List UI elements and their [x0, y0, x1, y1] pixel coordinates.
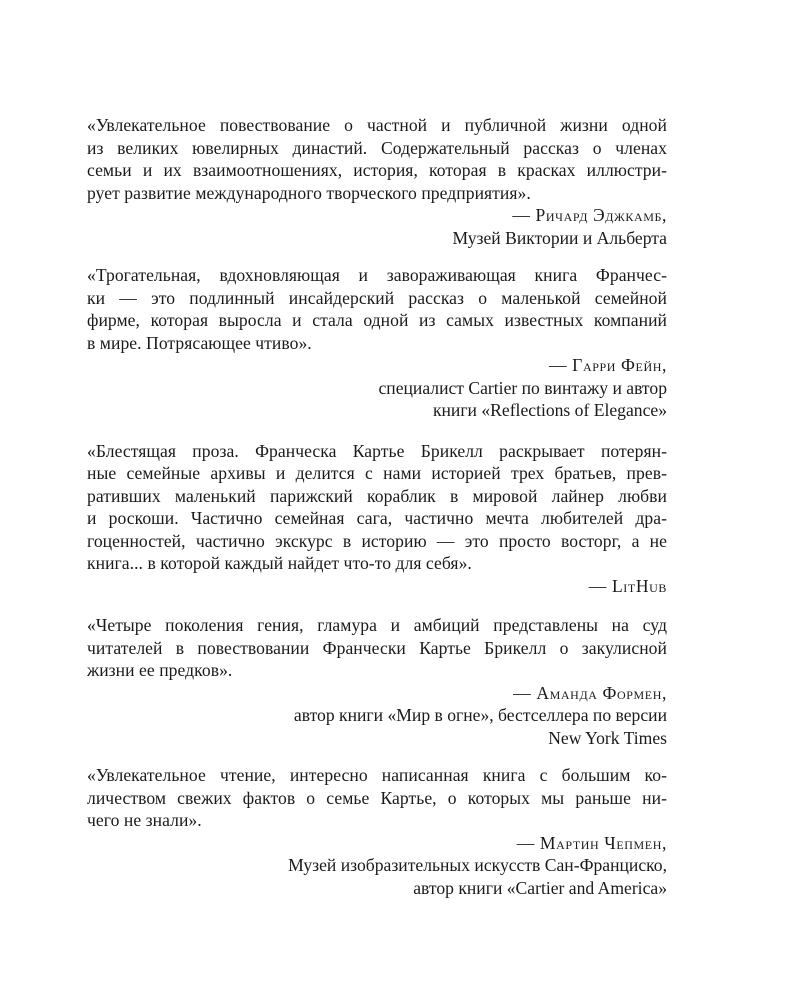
- quote-line: «Увлекательное чтение, интересно написанная книга с большим ко-: [87, 765, 667, 785]
- quote-line: семьи и их взаимоотношениях, история, которая в красках иллюстри-: [87, 160, 667, 180]
- quote-line: рует развитие международного творческого предприятия».: [87, 182, 531, 203]
- review-attribution: [87, 575, 667, 598]
- review-quote: [87, 764, 667, 832]
- review-author: — Гарри Фейн,: [548, 355, 667, 375]
- review-author-detail: книги «Reflections of Elegance»: [432, 400, 667, 420]
- review-author: — Ричард Эджкамб,: [512, 205, 667, 225]
- review-attribution: [87, 682, 667, 750]
- quote-line: и роскоши. Частично семейная сага, частично мечта любителей дра-: [87, 508, 667, 528]
- review-author-detail: Музей Виктории и Альберта: [452, 227, 667, 248]
- quote-line: ративших маленький парижский кораблик в мировой лайнер любви: [87, 485, 667, 506]
- quote-line: ки — это подлинный инсайдерский рассказ о маленькой семейной: [87, 287, 667, 308]
- quote-line: личеством свежих фактов о семье Картье, о которых мы раньше ни-: [87, 787, 667, 808]
- review-quote: [87, 440, 667, 575]
- review-author: — Аманда Формен,: [513, 682, 667, 703]
- review-author-detail: Музей изобразительных искусств Сан-Франциско,: [288, 855, 667, 875]
- review-author-detail: специалист Cartier по винтажу и автор: [378, 377, 667, 398]
- quote-line: читателей в повествовании Франчески Картье Брикелл о закулисной: [87, 637, 667, 658]
- quote-line: в мире. Потрясающее чтиво».: [87, 332, 312, 353]
- review-2: [87, 264, 667, 422]
- quote-line: «Четыре поколения гения, гламура и амбиций представлены на суд: [87, 615, 667, 635]
- quote-line: книга... в которой каждый найдет что-то для себя».: [87, 553, 472, 573]
- review-attribution: [87, 204, 667, 249]
- review-author-detail: автор книги «Мир в огне», бестселлера по версии: [293, 705, 667, 725]
- quote-line: из великих ювелирных династий. Содержательный рассказ о членах: [87, 137, 667, 158]
- review-quote: [87, 614, 667, 682]
- quote-line: фирме, которая выросла и стала одной из самых известных компаний: [87, 310, 667, 330]
- review-5: [87, 764, 667, 899]
- review-quote: [87, 114, 667, 204]
- quote-line: ные семейные архивы и делится с нами историей трех братьев, прев-: [87, 463, 667, 483]
- review-3: [87, 440, 667, 598]
- review-author-detail: автор книги «Cartier and America»: [413, 877, 667, 898]
- review-author: — Мартин Чепмен,: [516, 832, 667, 853]
- review-1: [87, 114, 667, 249]
- quote-line: «Трогательная, вдохновляющая и завораживающая книга Франчес-: [87, 265, 667, 285]
- review-author: — LitHub: [588, 575, 667, 596]
- quote-line: жизни ее предков».: [87, 660, 233, 680]
- review-author-detail: New York Times: [548, 727, 667, 748]
- review-quote: [87, 264, 667, 354]
- quote-line: «Увлекательное повествование о частной и публичной жизни одной: [87, 115, 667, 135]
- review-4: [87, 614, 667, 749]
- quote-line: гоценностей, частично экскурс в историю — это просто восторг, а не: [87, 530, 667, 551]
- review-attribution: [87, 354, 667, 422]
- quote-line: чего не знали».: [87, 810, 202, 830]
- review-attribution: [87, 832, 667, 900]
- quote-line: «Блестящая проза. Франческа Картье Брикелл раскрывает потерян-: [87, 440, 667, 461]
